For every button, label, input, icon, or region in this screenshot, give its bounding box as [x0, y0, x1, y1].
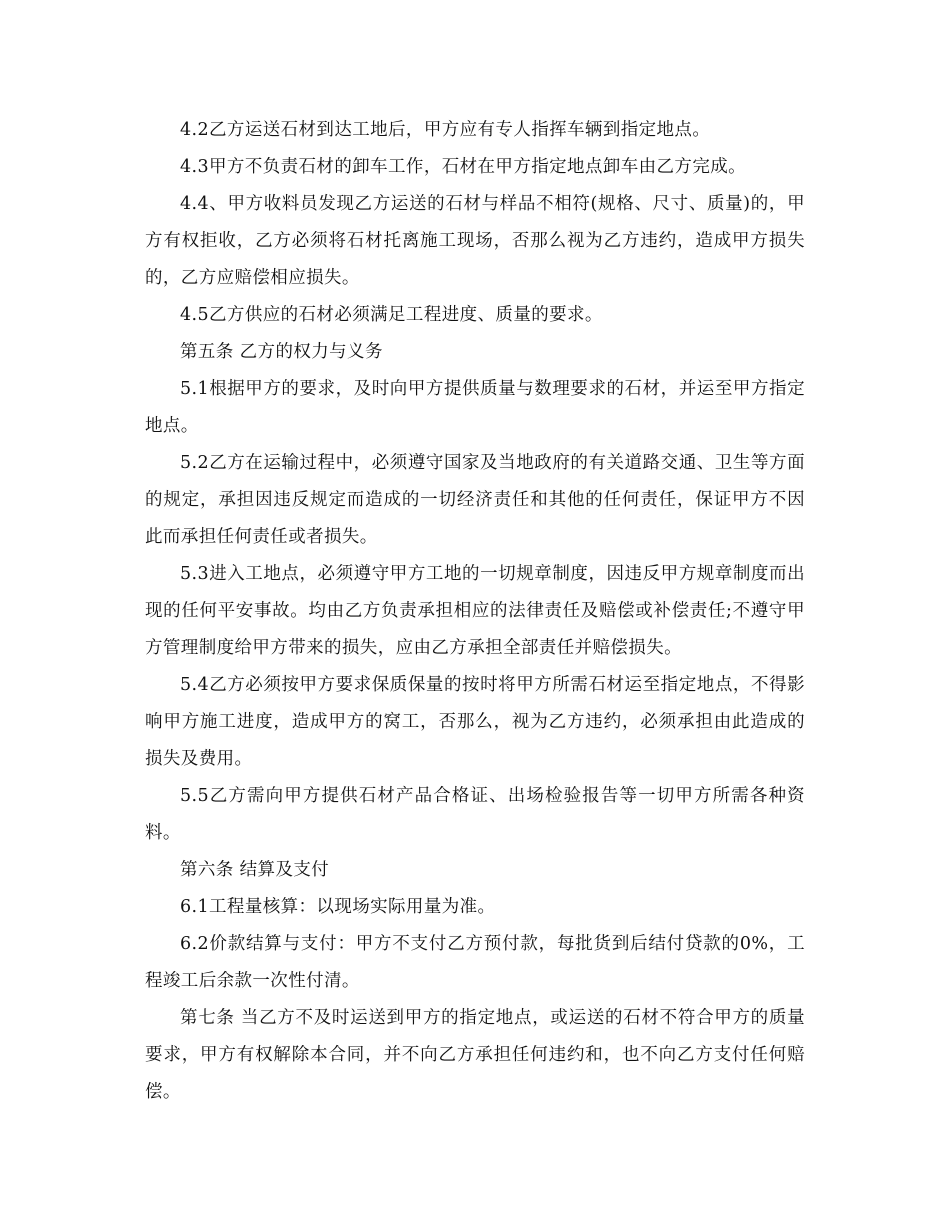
clause-5-5: 5.5乙方需向甲方提供石材产品合格证、出场检验报告等一切甲方所需各种资料。 [145, 786, 805, 843]
clause-5-4: 5.4乙方必须按甲方要求保质保量的按时将甲方所需石材运至指定地点，不得影响甲方施工进度，造成甲方的窝工，否那么，视为乙方违约，必须承担由此造成的损失及费用。 [145, 675, 805, 769]
article-7: 第七条 当乙方不及时运送到甲方的指定地点，或运送的石材不符合甲方的质量要求，甲方有权解除本合同，并不向乙方承担任何违约和，也不向乙方支付任何赔偿。 [145, 1008, 805, 1102]
clause-4-4: 4.4、甲方收料员发现乙方运送的石材与样品不相符(规格、尺寸、质量)的，甲方有权拒收，乙方必须将石材托离施工现场，否那么视为乙方违约，造成甲方损失的，乙方应赔偿相应损失。 [145, 194, 805, 288]
article-5-heading: 第五条 乙方的权力与义务 [180, 342, 383, 362]
clause-6-1: 6.1工程量核算：以现场实际用量为准。 [180, 897, 496, 917]
clause-5-3: 5.3进入工地点，必须遵守甲方工地的一切规章制度，因违反甲方规章制度而出现的任何平安事故。均由乙方负责承担相应的法律责任及赔偿或补偿责任;不遵守甲方管理制度给甲方带来的损失，应由乙方承担全部责任并赔偿损失。 [145, 564, 805, 658]
clause-6-2: 6.2价款结算与支付：甲方不支付乙方预付款，每批货到后结付贷款的0%，工程竣工后余款一次性付清。 [145, 934, 805, 991]
clause-5-1: 5.1根据甲方的要求，及时向甲方提供质量与数理要求的石材，并运至甲方指定地点。 [145, 379, 805, 436]
document-body [145, 112, 805, 1111]
clause-4-3: 4.3甲方不负责石材的卸车工作，石材在甲方指定地点卸车由乙方完成。 [180, 157, 747, 177]
clause-5-2: 5.2乙方在运输过程中，必须遵守国家及当地政府的有关道路交通、卫生等方面的规定，承担因违反规定而造成的一切经济责任和其他的任何责任，保证甲方不因此而承担任何责任或者损失。 [145, 453, 805, 547]
clause-4-2: 4.2乙方运送石材到达工地后，甲方应有专人指挥车辆到指定地点。 [180, 120, 711, 140]
clause-4-5: 4.5乙方供应的石材必须满足工程进度、质量的要求。 [180, 305, 603, 325]
article-6-heading: 第六条 结算及支付 [180, 860, 330, 880]
